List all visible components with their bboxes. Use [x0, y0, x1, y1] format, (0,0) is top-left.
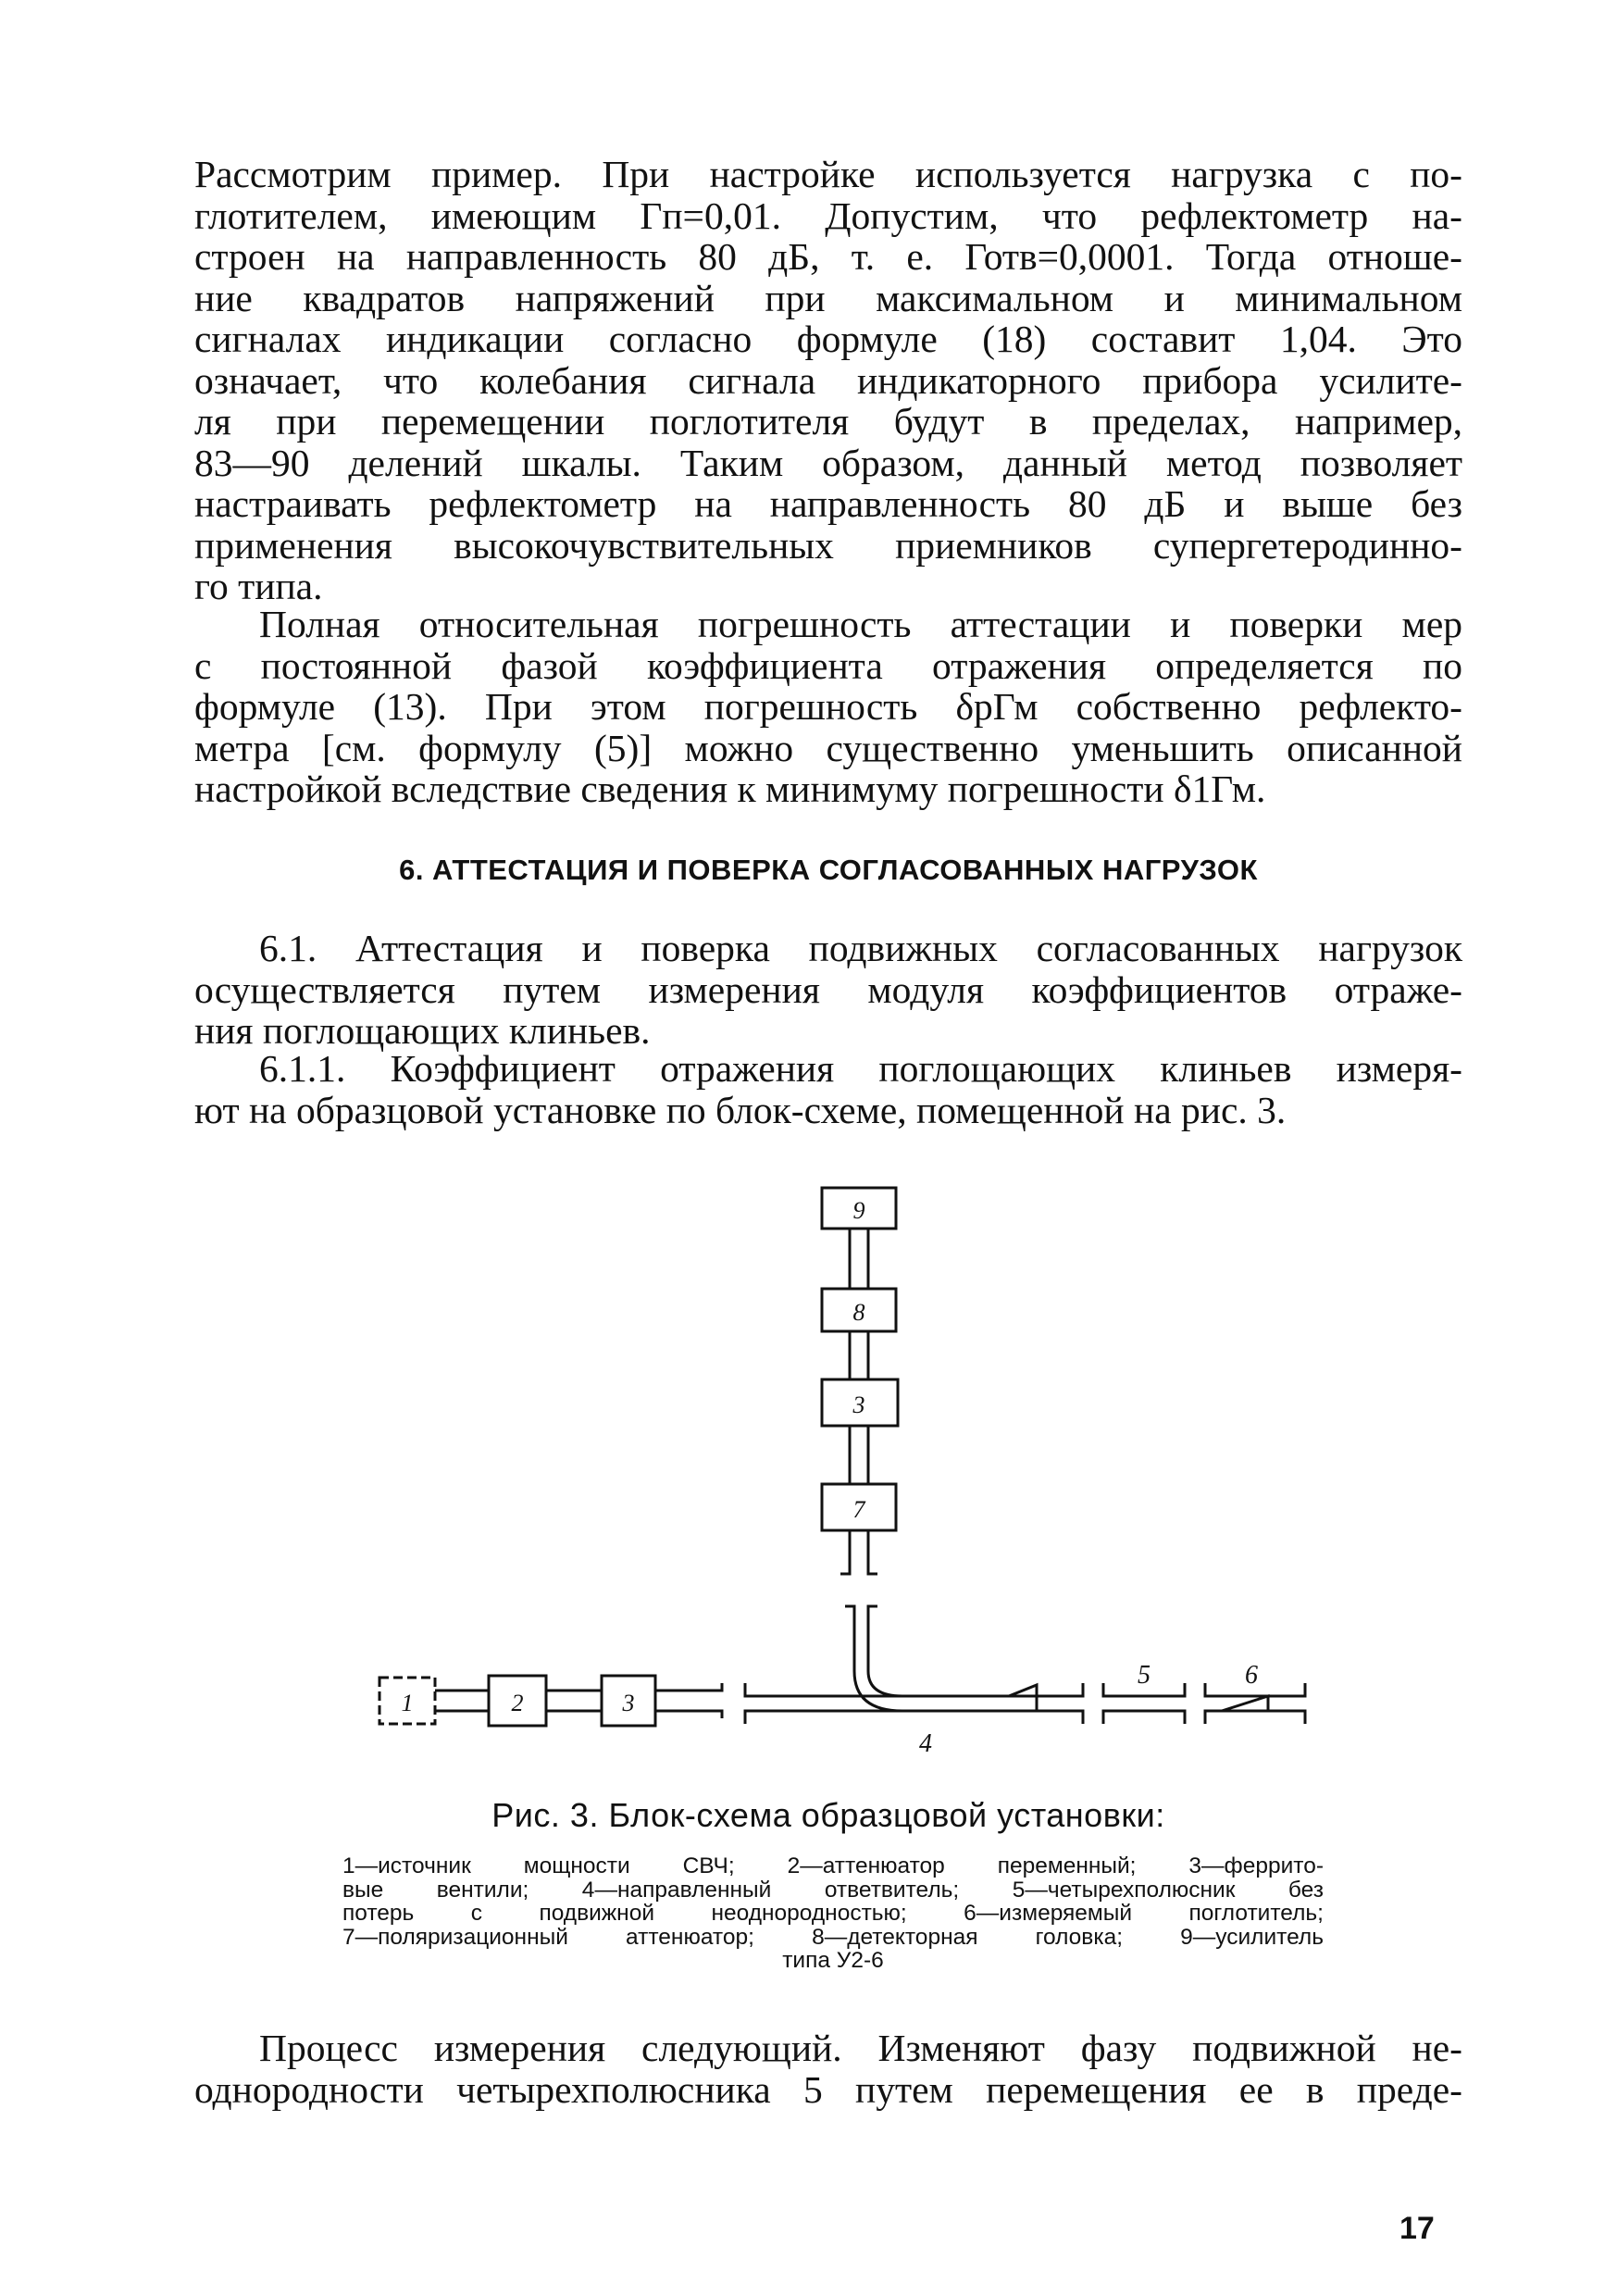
- text-line: применения высокочувствительных приемников супергетеродинно-: [194, 523, 1462, 567]
- text-line: строен на направленность 80 дБ, т. е. Готв=0,0001. Тогда отноше-: [194, 235, 1462, 278]
- text-line: ние квадратов напряжений при максимальном и минимальном: [194, 276, 1462, 319]
- legend-line: 1—источник мощности СВЧ; 2—аттенюатор переменный; 3—феррито-: [342, 1853, 1324, 1878]
- figure-caption: Рис. 3. Блок-схема образцовой установки:: [491, 1796, 1165, 1834]
- text-line: 6.1.1. Коэффициент отражения поглощающих клиньев измеря-: [259, 1047, 1462, 1090]
- legend-line: 7—поляризационный аттенюатор; 8—детекторная головка; 9—усилитель: [342, 1924, 1324, 1950]
- text-line: осуществляется путем измерения модуля коэффициентов отраже-: [194, 967, 1462, 1011]
- block-3-vertical-label: 3: [852, 1391, 865, 1418]
- block-2-label: 2: [511, 1690, 524, 1716]
- text-line: сигналах индикации согласно формуле (18) составит 1,04. Это: [194, 318, 1462, 360]
- waveguide-segment: [655, 1683, 722, 1718]
- text-line: метра [см. формулу (5)] можно существенно уменьшить описанной: [194, 726, 1462, 769]
- block-1-label: 1: [401, 1690, 414, 1716]
- legend-line: вые вентили; 4—направленный ответвитель; 5—четырехполюсник без: [342, 1877, 1324, 1903]
- text-line: настройкой вследствие сведения к минимуму погрешности δ1Гм.: [194, 767, 1266, 810]
- directional-coupler-4: [745, 1683, 1083, 1724]
- text-line: ют на образцовой установке по блок-схеме, помещенной на рис. 3.: [194, 1088, 1287, 1131]
- four-port-5-label: 5: [1138, 1661, 1151, 1690]
- text-line: 6.1. Аттестация и поверка подвижных согласованных нагрузок: [259, 927, 1462, 969]
- absorber-6-label: 6: [1245, 1661, 1258, 1690]
- legend-line: типа У2-6: [782, 1948, 884, 1973]
- figure-legend: [342, 1854, 1324, 1973]
- text-line: настраивать рефлектометр на направленность 80 дБ и выше без: [194, 482, 1462, 525]
- text-line: 83—90 делений шкалы. Таким образом, данный метод позволяет: [194, 441, 1462, 484]
- coupler-branch: [854, 1629, 1037, 1711]
- text-line: Процесс измерения следующий. Изменяют фазу подвижной не-: [259, 2027, 1462, 2069]
- text-line: Полная относительная погрешность аттестации и поверки мер: [259, 603, 1462, 645]
- text-line: ля при перемещении поглотителя будут в пределах, например,: [194, 400, 1462, 443]
- coupler-4-label: 4: [919, 1729, 932, 1758]
- page-number: 17: [1399, 2211, 1435, 2246]
- text-line: однородности четырехполюсника 5 путем перемещения ее в преде-: [194, 2067, 1462, 2111]
- block-7-label: 7: [852, 1496, 865, 1523]
- text-line: Рассмотрим пример. При настройке используется нагрузка с по-: [194, 153, 1462, 195]
- text-line: ния поглощающих клиньев.: [194, 1009, 651, 1052]
- block-8-label: 8: [852, 1299, 865, 1326]
- block-9-label: 9: [852, 1197, 865, 1224]
- waveguide-flange: [840, 1530, 877, 1574]
- block-3-label: 3: [622, 1690, 635, 1716]
- legend-line: потерь с подвижной неоднородностью; 6—измеряемый поглотитель;: [342, 1901, 1324, 1926]
- text-line: с постоянной фазой коэффициента отражения определяется по: [194, 643, 1462, 687]
- text-line: формуле (13). При этом погрешность δрГм собственно рефлекто-: [194, 685, 1462, 728]
- section-heading: 6. АТТЕСТАЦИЯ И ПОВЕРКА СОГЛАСОВАННЫХ НАГРУЗОК: [399, 854, 1258, 886]
- waveguide-flange: [845, 1606, 877, 1629]
- text-line: го типа.: [194, 565, 323, 607]
- paragraph-process: [194, 2028, 1462, 2110]
- text-line: означает, что колебания сигнала индикаторного прибора усилите-: [194, 358, 1462, 402]
- text-line: глотителем, имеющим Гп=0,01. Допустим, что рефлектометр на-: [194, 193, 1462, 237]
